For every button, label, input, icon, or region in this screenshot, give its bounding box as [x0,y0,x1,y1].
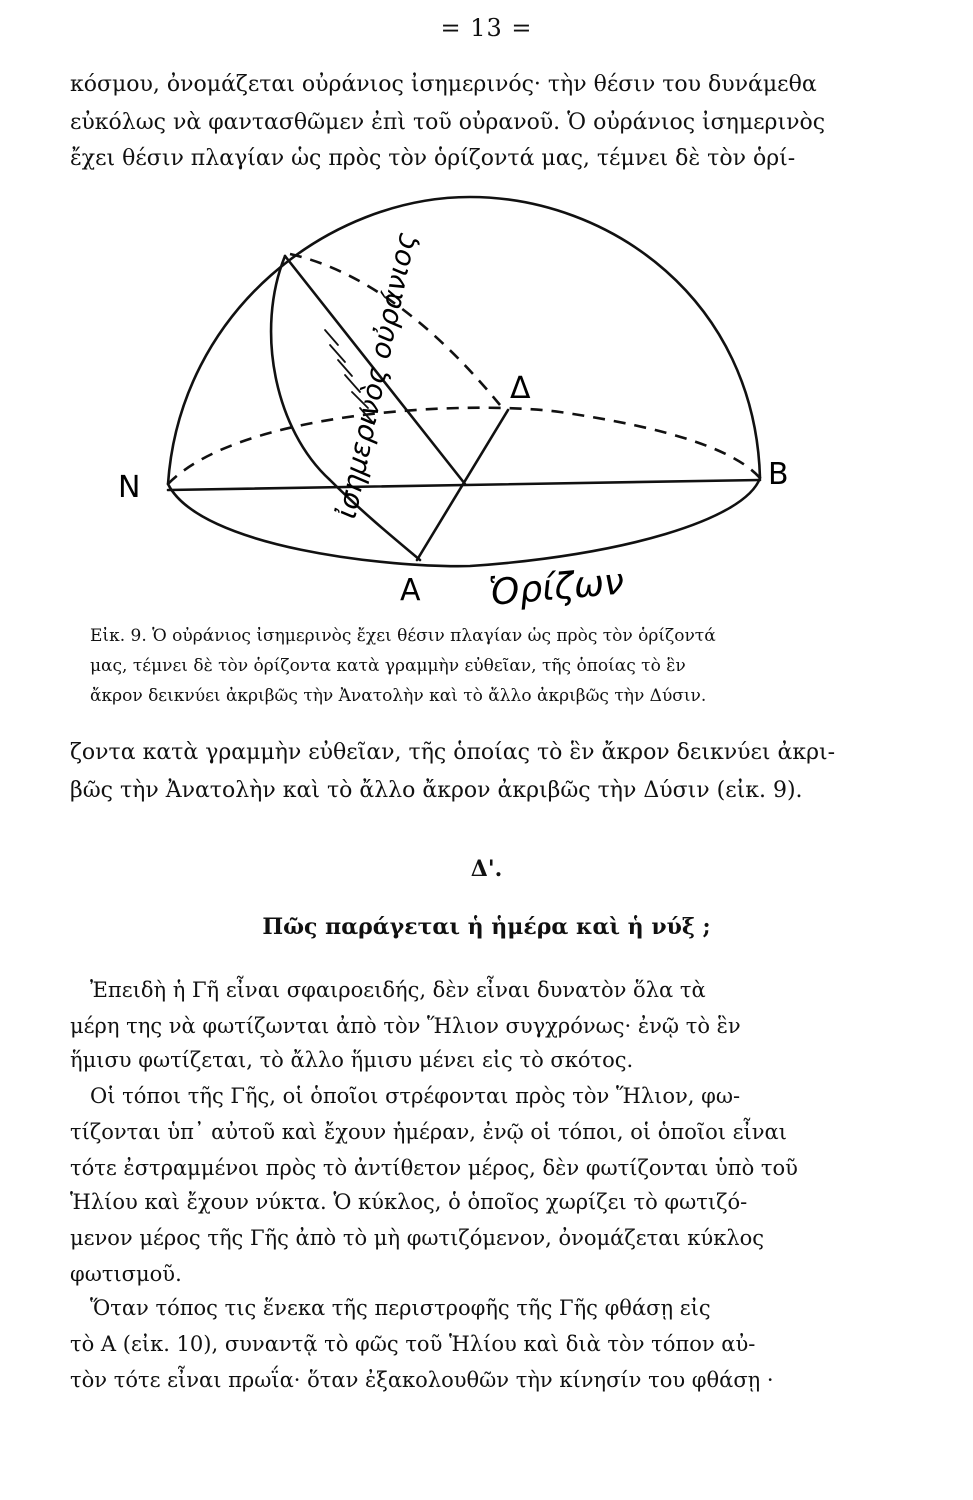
section-title: Πῶς παράγεται ἡ ἡμέρα καὶ ἡ νύξ ; [262,914,711,940]
body-line: Ἡλίου καὶ ἔχουν νύκτα. Ὁ κύκλος, ὁ ὁποῖος χωρίζει τὸ φωτιζό- [70,1190,748,1214]
body-line: τίζονται ὑπ᾽ αὐτοῦ καὶ ἔχουν ἡμέραν, ἐνῷ οἱ τόποι, οἱ ὁποῖοι εἶναι [70,1120,787,1144]
label-horizon: Ὁρίζων [487,561,626,614]
body-line: μενον μέρος τῆς Γῆς ἀπὸ τὸ μὴ φωτιζόμενον, ὀνομάζεται κύκλος [70,1226,765,1250]
figure-caption-line: Εἰκ. 9. Ὁ οὐράνιος ἰσημερινὸς ἔχει θέσιν πλαγίαν ὡς πρὸς τὸν ὁρίζοντά [90,626,716,646]
intro-line: ἔχει θέσιν πλαγίαν ὡς πρὸς τὸν ὁρίζοντά μας, τέμνει δὲ τὸν ὁρί- [70,146,796,171]
body-line: Ἐπειδὴ ἡ Γῆ εἶναι σφαιροειδής, δὲν εἶναι δυνατὸν ὅλα τὰ [90,978,706,1002]
body-line: μέρη της νὰ φωτίζωνται ἀπὸ τὸν Ἥλιον συγχρόνως· ἐνῷ τὸ ἓν [70,1014,741,1038]
label-a: A [400,573,421,608]
continuation-line: ζοντα κατὰ γραμμὴν εὐθεῖαν, τῆς ὁποίας τὸ ἓν ἄκρον δεικνύει ἀκρι- [70,740,836,765]
continuation-line: βῶς τὴν Ἀνατολὴν καὶ τὸ ἄλλο ἄκρον ἀκριβῶς τὴν Δύσιν (εἰκ. 9). [70,778,803,803]
label-n: N [118,470,141,505]
intro-line: εὐκόλως νὰ φαντασθῶμεν ἐπὶ τοῦ οὐρανοῦ. Ὁ οὐράνιος ἰσημερινὸς [70,110,826,135]
horizon-front [168,478,760,566]
label-equator: ἰσημερινὸς οὐράνιος [329,229,423,522]
body-line: τὸ Α (εἰκ. 10), συναντᾷ τὸ φῶς τοῦ Ἡλίου καὶ διὰ τὸν τόπον αὐ- [70,1332,756,1356]
page-number: = 13 = [440,14,533,42]
section-number: Δ'. [470,856,503,882]
figure-caption-line: μας, τέμνει δὲ τὸν ὁρίζοντα κατὰ γραμμὴν εὐθεῖαν, τῆς ὁποίας τὸ ἓν [90,656,686,676]
body-line: τὸν τότε εἶναι πρωΐα· ὅταν ἐξακολουθῶν τὴν κίνησίν του φθάσῃ · [70,1368,774,1392]
label-d: Δ [510,371,531,406]
body-line: ἥμισυ φωτίζεται, τὸ ἄλλο ἥμισυ μένει εἰς τὸ σκότος. [70,1048,634,1072]
sphere-dome [168,197,760,484]
body-line: Ὅταν τόπος τις ἕνεκα τῆς περιστροφῆς τῆς Γῆς φθάσῃ εἰς [90,1296,711,1320]
body-line: τότε ἐστραμμένοι πρὸς τὸ ἀντίθετον μέρος, δὲν φωτίζονται ὑπὸ τοῦ [70,1156,798,1180]
intro-line: κόσμου, ὀνομάζεται οὐράνιος ἰσημερινός· τὴν θέσιν του δυνάμεθα [70,72,817,97]
figure-caption-line: ἄκρον δεικνύει ἀκριβῶς τὴν Ἀνατολὴν καὶ τὸ ἄλλο ἀκριβῶς τὴν Δύσιν. [90,686,707,706]
body-line: φωτισμοῦ. [70,1262,182,1286]
horizon-back [168,408,760,484]
label-b: B [768,457,789,492]
body-line: Οἱ τόποι τῆς Γῆς, οἱ ὁποῖοι στρέφονται πρὸς τὸν Ἥλιον, φω- [90,1084,741,1108]
figure-celestial-sphere [0,190,973,615]
